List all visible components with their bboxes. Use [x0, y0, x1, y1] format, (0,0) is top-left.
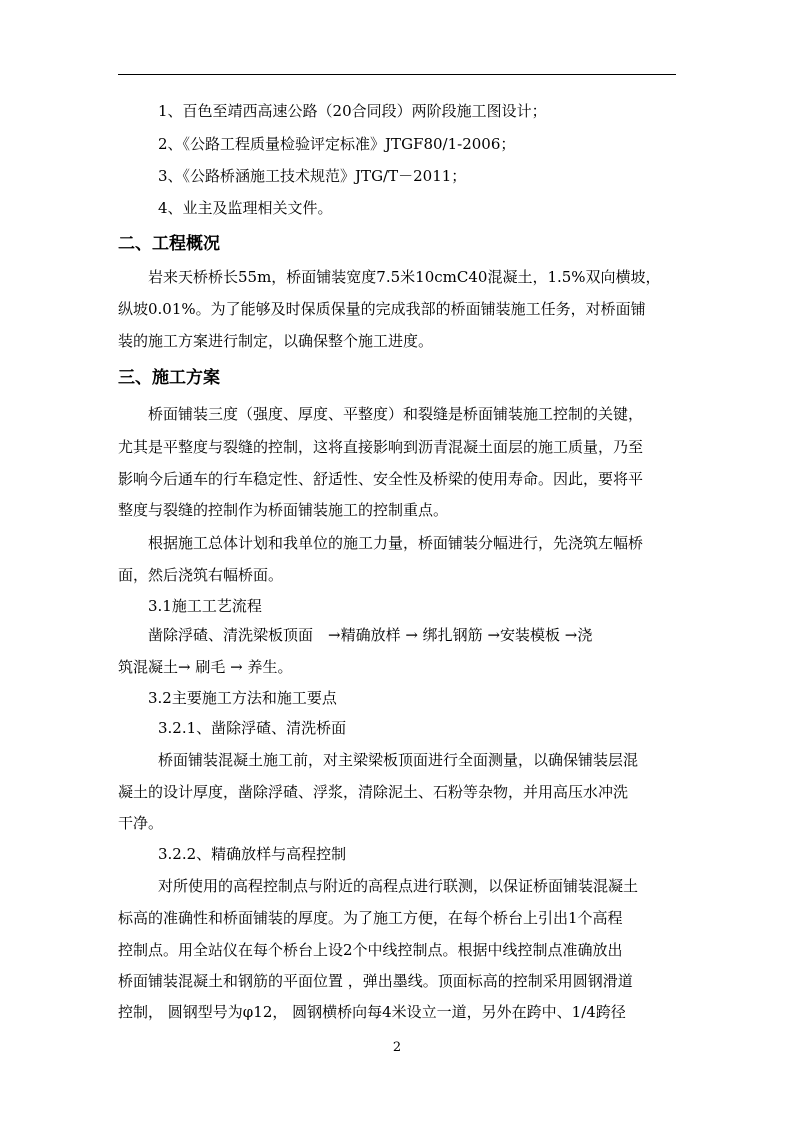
- plan-para1-line-3: 影响今后通车的行车稳定性、舒适性、安全性及桥梁的使用寿命。因此，要将平: [118, 470, 644, 488]
- reference-item-4: 4、业主及监理相关文件。: [158, 199, 333, 217]
- reference-item-2: 2、《公路工程质量检验评定标准》JTGF80/1-2006；: [158, 135, 516, 153]
- elevation-control-line-4: 桥面铺装混凝土和钢筋的平面位置 ，弹出墨线。顶面标高的控制采用圆钢滑道: [118, 972, 633, 990]
- subsection-title-3-1: 3.1施工工艺流程: [148, 597, 262, 615]
- process-flow-line-1: 凿除浮碴、清洗梁板顶面 →精确放样 → 绑扎钢筋 →安装模板 →浇: [148, 626, 593, 644]
- section-heading-plan: 三、施工方案: [118, 368, 220, 388]
- plan-para1-line-1: 桥面铺装三度（强度、厚度、平整度）和裂缝是桥面铺装施工控制的关键，: [148, 405, 644, 423]
- reference-item-3: 3、《公路桥涵施工技术规范》JTG/T－2011；: [158, 167, 467, 185]
- reference-item-1: 1、百色至靖西高速公路（20合同段）两阶段施工图设计；: [158, 102, 547, 120]
- page-number: 2: [392, 1040, 402, 1055]
- elevation-control-line-5: 控制， 圆钢型号为φ12， 圆钢横桥向每4米设立一道，另外在跨中、1/4跨径: [118, 1003, 626, 1021]
- header-rule: [118, 74, 676, 75]
- section-heading-overview: 二、工程概况: [118, 234, 220, 254]
- plan-para1-line-2: 尤其是平整度与裂缝的控制，这将直接影响到沥青混凝土面层的施工质量，乃至: [118, 438, 644, 456]
- subsection-title-3-2: 3.2主要施工方法和施工要点: [148, 689, 337, 707]
- elevation-control-line-1: 对所使用的高程控制点与附近的高程点进行联测，以保证桥面铺装混凝土: [158, 877, 639, 895]
- overview-line-2: 纵坡0.01%。为了能够及时保质保量的完成我部的桥面铺装施工任务，对桥面铺: [118, 300, 646, 318]
- clean-deck-line-3: 干净。: [118, 814, 164, 832]
- clean-deck-line-2: 凝土的设计厚度，凿除浮碴、浮浆，清除泥土、石粉等杂物，并用高压水冲洗: [118, 783, 629, 801]
- subsection-title-3-2-2: 3.2.2、精确放样与高程控制: [158, 845, 347, 863]
- clean-deck-line-1: 桥面铺装混凝土施工前，对主梁梁板顶面进行全面测量，以确保铺装层混: [158, 751, 639, 769]
- subsection-title-3-2-1: 3.2.1、凿除浮碴、清洗桥面: [158, 719, 347, 737]
- process-flow-line-2: 筑混凝土→ 刷毛 → 养生。: [118, 658, 293, 676]
- elevation-control-line-3: 控制点。用全站仪在每个桥台上设2个中线控制点。根据中线控制点准确放出: [118, 941, 623, 959]
- overview-line-1: 岩来天桥桥长55m，桥面铺装宽度7.5米10cmC40混凝土，1.5%双向横坡，: [148, 268, 661, 286]
- plan-para1-line-4: 整度与裂缝的控制作为桥面铺装施工的控制重点。: [118, 501, 449, 519]
- plan-para2-line-1: 根据施工总体计划和我单位的施工力量，桥面铺装分幅进行，先浇筑左幅桥: [148, 534, 644, 552]
- elevation-control-line-2: 标高的准确性和桥面铺装的厚度。为了施工方便，在每个桥台上引出1个高程: [118, 909, 623, 927]
- overview-line-3: 装的施工方案进行制定，以确保整个施工进度。: [118, 332, 434, 350]
- plan-para2-line-2: 面，然后浇筑右幅桥面。: [118, 566, 284, 584]
